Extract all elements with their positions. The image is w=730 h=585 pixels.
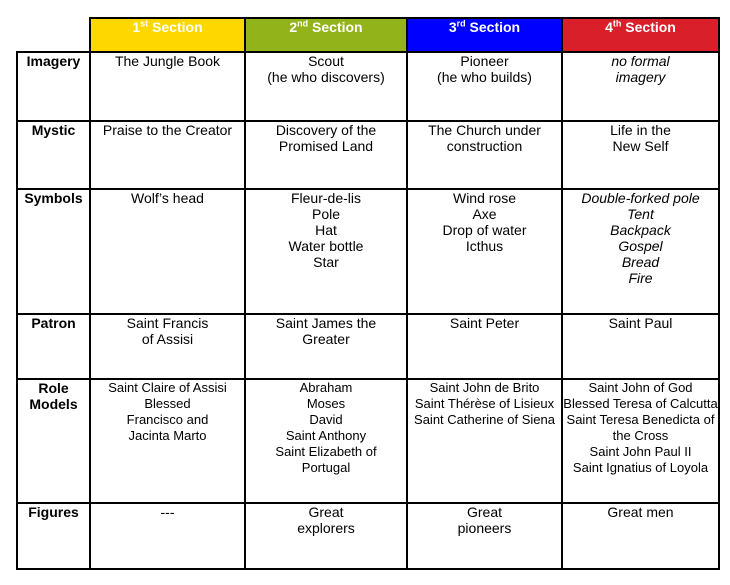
- cell-text-line: Great men: [607, 504, 674, 520]
- row-imagery: [17, 52, 719, 121]
- cell-text-line: David: [309, 412, 343, 427]
- row-label-imagery: [17, 52, 90, 121]
- cell-text-line: construction: [446, 138, 523, 154]
- cell-section-2: [245, 52, 407, 121]
- cell-text-line: ---: [160, 504, 175, 520]
- section-label: Section: [465, 19, 521, 35]
- cell-text-line: Jacinta Marto: [128, 428, 207, 443]
- row-label-line: Patron: [31, 315, 76, 331]
- cell-text-line: Saint Peter: [449, 315, 520, 331]
- section-label: Section: [148, 19, 203, 35]
- row-symbols: [17, 189, 719, 314]
- section-header-3: [407, 18, 562, 52]
- cell-text-line: The Jungle Book: [114, 53, 221, 69]
- cell-text-line: Blessed Teresa of Calcutta: [563, 396, 718, 411]
- cell-text-line: Hat: [315, 222, 337, 238]
- row-label-figures: [17, 503, 90, 569]
- cell-section-1: [90, 503, 245, 569]
- cell-section-4: [562, 314, 719, 379]
- cell-section-4: [562, 189, 719, 314]
- sections-table: [16, 17, 720, 570]
- cell-section-4: [562, 503, 719, 569]
- cell-text-line: Wolf’s head: [131, 190, 204, 206]
- row-label-role-models: [17, 379, 90, 503]
- cell-section-3: [407, 52, 562, 121]
- section-ordinal-suffix: nd: [297, 18, 309, 29]
- cell-text-line: Double-forked pole: [581, 190, 700, 206]
- cell-text-line: Francisco and: [126, 412, 209, 427]
- cell-text-line: (he who builds): [437, 69, 532, 85]
- cell-text-line: explorers: [297, 520, 355, 536]
- cell-section-3: [407, 121, 562, 189]
- cell-text-line: (he who discovers): [267, 69, 385, 85]
- section-number: 2: [289, 19, 298, 35]
- cell-text-line: Abraham: [299, 380, 353, 395]
- section-header-4: [562, 18, 719, 52]
- cell-text-line: imagery: [615, 69, 666, 85]
- cell-text-line: The Church under: [428, 122, 541, 138]
- cell-text-line: Saint Claire of Assisi: [108, 380, 227, 395]
- cell-text-line: Wind rose: [452, 190, 517, 206]
- cell-section-2: [245, 379, 407, 503]
- cell-text-line: Saint Catherine of Siena: [414, 412, 555, 427]
- cell-text-line: Moses: [306, 396, 346, 411]
- row-label-line: Figures: [28, 504, 79, 520]
- section-ordinal-suffix: st: [140, 18, 149, 29]
- cell-text-line: Blessed: [144, 396, 191, 411]
- cell-text-line: Fleur-de-lis: [290, 190, 361, 206]
- section-ordinal-suffix: th: [612, 18, 622, 29]
- section-label: Section: [621, 19, 676, 35]
- cell-section-1: [90, 121, 245, 189]
- row-label-line: Symbols: [24, 190, 83, 206]
- cell-section-4: [562, 121, 719, 189]
- cell-section-1: [90, 314, 245, 379]
- cell-text-line: Great: [308, 504, 344, 520]
- row-patron: [17, 314, 719, 379]
- cell-text-line: Saint Teresa Benedicta of: [566, 412, 715, 427]
- cell-text-line: Saint Francis: [126, 315, 209, 331]
- cell-text-line: Scout: [308, 53, 344, 69]
- cell-text-line: Icthus: [465, 238, 504, 254]
- cell-text-line: Pole: [311, 206, 341, 222]
- cell-section-2: [245, 503, 407, 569]
- cell-section-3: [407, 189, 562, 314]
- section-ordinal-suffix: rd: [456, 18, 466, 29]
- cell-section-2: [245, 314, 407, 379]
- cell-section-1: [90, 379, 245, 503]
- cell-text-line: Axe: [472, 206, 497, 222]
- corner-cell: [17, 18, 90, 52]
- cell-text-line: Saint Paul: [608, 315, 673, 331]
- row-label-patron: [17, 314, 90, 379]
- section-header-1: [90, 18, 245, 52]
- cell-text-line: Fire: [628, 270, 653, 286]
- cell-text-line: Great: [466, 504, 502, 520]
- row-label-mystic: [17, 121, 90, 189]
- cell-section-2: [245, 121, 407, 189]
- cell-section-3: [407, 314, 562, 379]
- cell-text-line: no formal: [611, 53, 670, 69]
- cell-text-line: Saint Thérèse of Lisieux: [414, 396, 555, 411]
- cell-text-line: Star: [313, 254, 339, 270]
- cell-text-line: Gospel: [618, 238, 663, 254]
- row-label-symbols: [17, 189, 90, 314]
- cell-section-4: [562, 379, 719, 503]
- cell-section-2: [245, 189, 407, 314]
- cell-text-line: Portugal: [301, 460, 351, 475]
- row-mystic: [17, 121, 719, 189]
- cell-text-line: Saint John of God: [588, 380, 693, 395]
- cell-text-line: Saint John de Brito: [429, 380, 540, 395]
- row-figures: [17, 503, 719, 569]
- cell-text-line: Pioneer: [460, 53, 509, 69]
- cell-text-line: Saint John Paul II: [589, 444, 692, 459]
- cell-text-line: Saint Anthony: [285, 428, 367, 443]
- section-header-2: [245, 18, 407, 52]
- header-row: [17, 18, 719, 52]
- cell-text-line: Drop of water: [442, 222, 527, 238]
- cell-section-1: [90, 52, 245, 121]
- row-label-line: Models: [29, 396, 78, 412]
- row-label-line: Imagery: [26, 53, 81, 69]
- row-label-line: Role: [38, 380, 69, 396]
- cell-text-line: Saint Elizabeth of: [275, 444, 377, 459]
- section-label: Section: [308, 19, 363, 35]
- cell-section-4: [562, 52, 719, 121]
- cell-text-line: Tent: [627, 206, 654, 222]
- cell-text-line: pioneers: [457, 520, 512, 536]
- cell-text-line: Water bottle: [288, 238, 364, 254]
- cell-text-line: Saint Ignatius of Loyola: [572, 460, 709, 475]
- cell-section-1: [90, 189, 245, 314]
- cell-text-line: New Self: [612, 138, 669, 154]
- cell-text-line: Saint James the: [275, 315, 377, 331]
- cell-text-line: Backpack: [610, 222, 671, 238]
- cell-text-line: Discovery of the: [275, 122, 377, 138]
- cell-text-line: the Cross: [612, 428, 669, 443]
- section-number: 4: [605, 19, 613, 35]
- cell-text-line: Greater: [302, 331, 350, 347]
- cell-text-line: Bread: [621, 254, 660, 270]
- row-role-models: [17, 379, 719, 503]
- section-number: 3: [448, 19, 457, 35]
- cell-section-3: [407, 379, 562, 503]
- cell-text-line: Praise to the Creator: [102, 122, 233, 138]
- cell-text-line: of Assisi: [141, 331, 194, 347]
- cell-section-3: [407, 503, 562, 569]
- row-label-line: Mystic: [31, 122, 76, 138]
- cell-text-line: Promised Land: [278, 138, 374, 154]
- cell-text-line: Life in the: [610, 122, 671, 138]
- section-number: 1: [132, 19, 141, 35]
